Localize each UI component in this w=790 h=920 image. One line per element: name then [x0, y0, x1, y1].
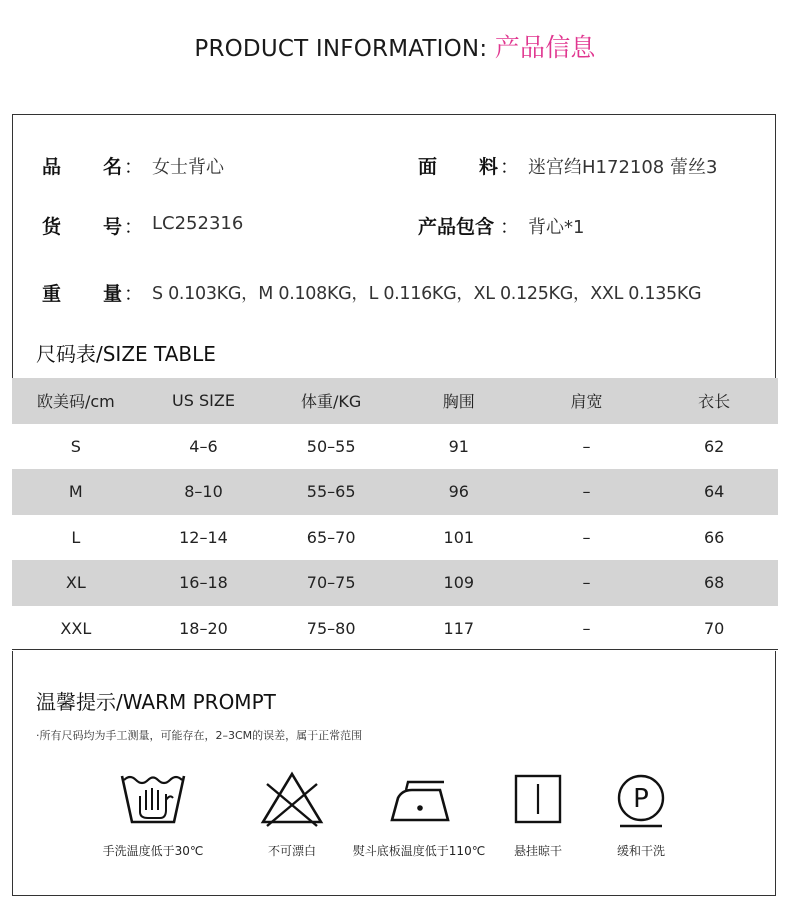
- table-row: [12, 424, 778, 470]
- table-cell: 50–55: [306, 436, 356, 456]
- table-cell: 70–75: [306, 573, 356, 593]
- table-cell: –: [582, 527, 591, 547]
- table-row: [12, 515, 778, 561]
- col-header-weight: 体重/KG: [300, 392, 362, 412]
- item-no-value: LC252316: [152, 213, 244, 234]
- weight-value: S 0.103KG，M 0.108KG，L 0.116KG，XL 0.125KG，XXL 0.135KG: [152, 284, 702, 304]
- package-value: 背心*1: [528, 217, 585, 238]
- no-bleach-icon: [257, 770, 327, 830]
- col-header-eu-size: 欧美码/cm: [36, 392, 115, 412]
- name-label: 品 名: [42, 156, 122, 178]
- col-header-shoulder: 肩宽: [570, 392, 603, 412]
- fabric-label: 面 料: [418, 156, 498, 178]
- table-cell: 62: [703, 436, 725, 456]
- table-cell: XL: [65, 573, 86, 593]
- section-divider: [12, 649, 778, 650]
- table-cell: L: [71, 527, 81, 547]
- dry-clean-p-icon: [606, 770, 676, 830]
- care-label: 缓和干洗: [616, 844, 665, 858]
- table-cell: 96: [448, 482, 469, 502]
- title-en: PRODUCT INFORMATION:: [194, 36, 488, 62]
- table-cell: 65–70: [306, 527, 356, 547]
- table-cell: 64: [703, 482, 725, 502]
- care-no-bleach: [222, 770, 362, 858]
- care-label: 熨斗底板温度低于110℃: [352, 844, 486, 858]
- hand-wash-icon: [118, 770, 188, 830]
- package-label: 产品包含: [418, 216, 495, 238]
- size-table: [12, 378, 778, 651]
- col-header-length: 衣长: [698, 392, 731, 412]
- item-no-colon: ：: [124, 216, 144, 238]
- size-table-title: 尺码表/SIZE TABLE: [36, 342, 216, 366]
- table-cell: –: [582, 618, 591, 638]
- item-no-label: 货 号: [42, 216, 122, 238]
- fabric-colon: ：: [500, 156, 520, 178]
- name-value: 女士背心: [152, 157, 224, 178]
- table-cell: 66: [703, 527, 725, 547]
- title-cn: 产品信息: [494, 33, 596, 62]
- table-cell: 117: [443, 618, 475, 638]
- name-colon: ：: [124, 156, 144, 178]
- weight-label: 重 量: [42, 283, 122, 305]
- table-cell: 16–18: [179, 573, 228, 593]
- table-cell: 55–65: [306, 482, 356, 502]
- table-row: [12, 560, 778, 606]
- table-cell: 18–20: [179, 618, 228, 638]
- table-cell: –: [582, 573, 591, 593]
- table-cell: 109: [443, 573, 475, 593]
- size-table-header: [12, 378, 778, 424]
- dry-clean-letter: P: [633, 784, 649, 814]
- care-label: 手洗温度低于30℃: [102, 844, 204, 858]
- table-cell: 101: [443, 527, 475, 547]
- table-row: [12, 606, 778, 652]
- table-cell: 68: [703, 573, 725, 593]
- package-colon: ：: [500, 216, 520, 238]
- table-cell: 75–80: [306, 618, 356, 638]
- warm-prompt-title: 温馨提示/WARM PROMPT: [36, 690, 276, 714]
- care-label: 悬挂晾干: [513, 844, 562, 858]
- table-cell: 8–10: [184, 482, 223, 502]
- table-cell: M: [68, 482, 83, 502]
- fabric-value: 迷宫绉H172108 蕾丝3: [528, 157, 718, 178]
- iron-low-icon: [384, 770, 454, 830]
- table-cell: 70: [703, 618, 725, 638]
- care-dry-clean: [571, 770, 711, 858]
- col-header-bust: 胸围: [442, 392, 475, 412]
- measurement-note: ·所有尺码均为手工测量，可能存在，2–3CM的误差，属于正常范围: [36, 729, 363, 742]
- weight-colon: ：: [124, 283, 144, 305]
- table-row: [12, 469, 778, 515]
- table-cell: 12–14: [179, 527, 228, 547]
- table-cell: –: [582, 482, 591, 502]
- care-hand-wash: [83, 770, 223, 858]
- table-cell: S: [70, 436, 81, 456]
- table-cell: XXL: [60, 618, 92, 638]
- table-cell: 91: [448, 436, 469, 456]
- hang-dry-icon: [503, 770, 573, 830]
- page-title: [0, 28, 790, 64]
- table-cell: –: [582, 436, 591, 456]
- table-cell: 4–6: [189, 436, 218, 456]
- col-header-us-size: US SIZE: [172, 391, 235, 411]
- care-label: 不可漂白: [267, 844, 316, 858]
